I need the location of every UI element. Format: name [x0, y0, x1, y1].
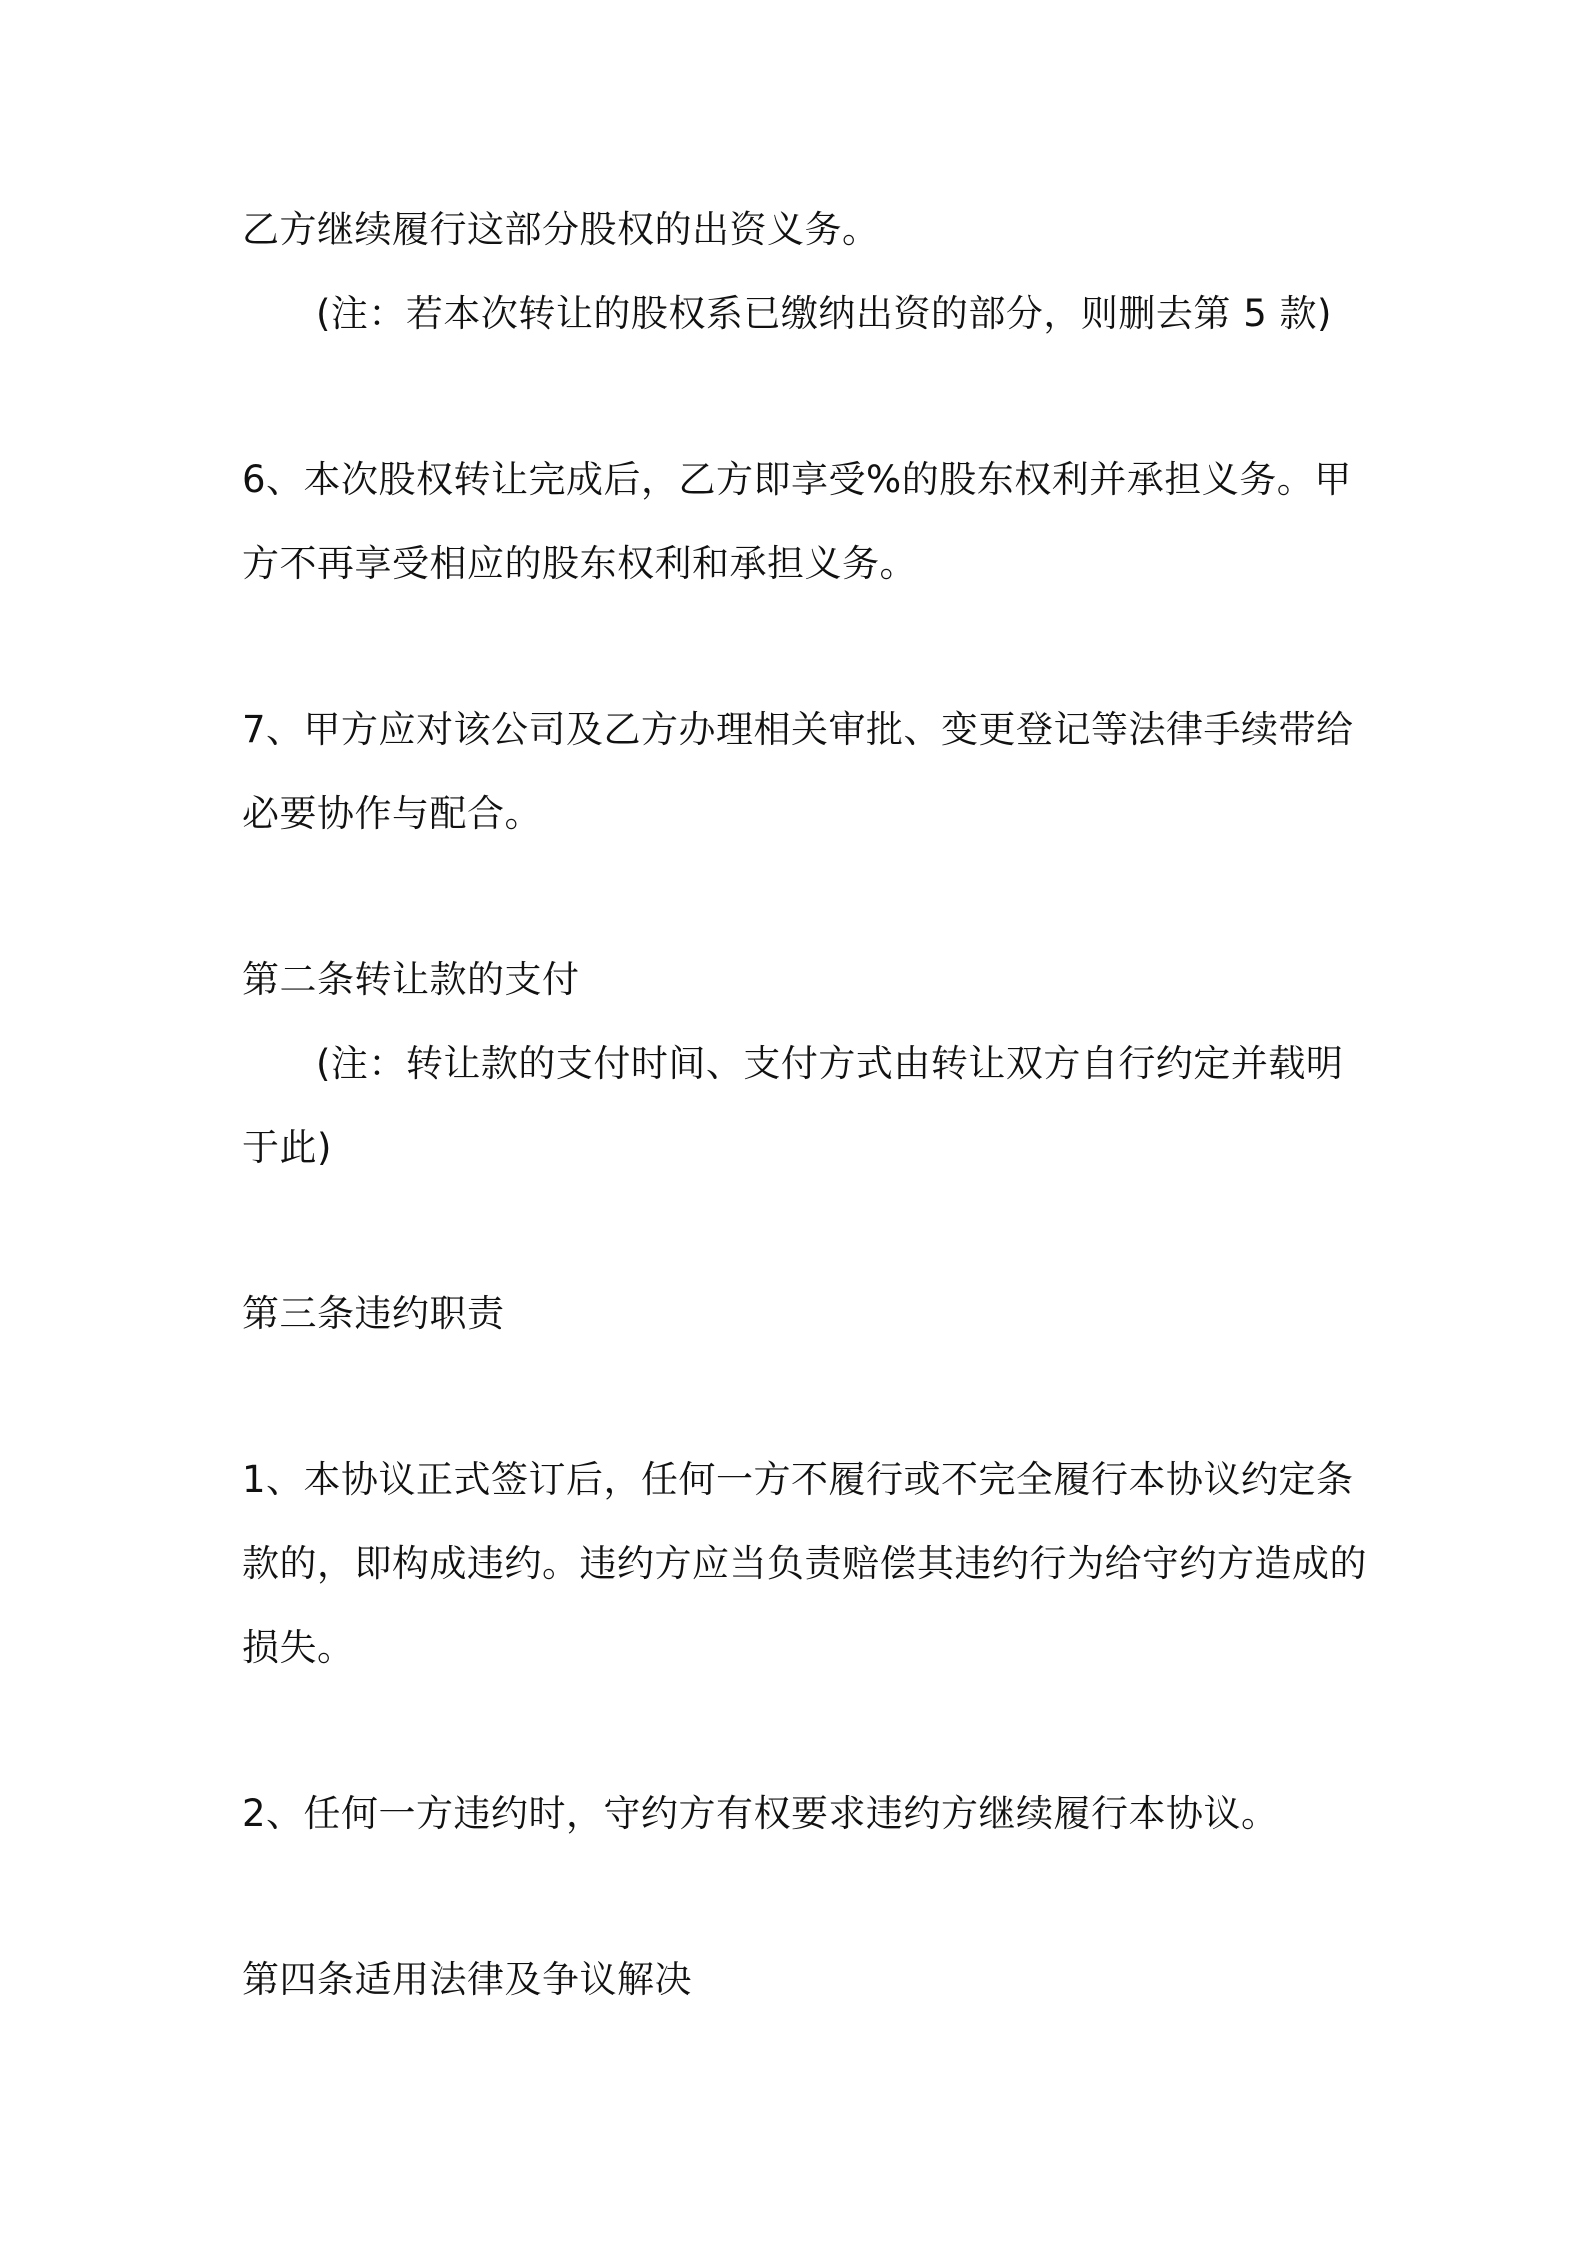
- paragraph-line: 7、甲方应对该公司及乙方办理相关审批、变更登记等法律手续带给: [242, 708, 1354, 751]
- paragraph-line: 1、本协议正式签订后，任何一方不履行或不完全履行本协议约定条: [242, 1458, 1354, 1501]
- note-line: 于此): [242, 1126, 332, 1169]
- paragraph-line: 损失。: [242, 1626, 355, 1669]
- paragraph-line: 6、本次股权转让完成后，乙方即享受%的股东权利并承担义务。甲: [242, 458, 1352, 501]
- note-line: (注：若本次转让的股权系已缴纳出资的部分，则删去第 5 款): [316, 292, 1332, 335]
- section-heading: 第二条转让款的支付: [242, 958, 580, 1001]
- section-heading: 第三条违约职责: [242, 1292, 505, 1335]
- paragraph-line: 方不再享受相应的股东权利和承担义务。: [242, 542, 917, 585]
- paragraph-line: 款的，即构成违约。违约方应当负责赔偿其违约行为给守约方造成的: [242, 1542, 1367, 1585]
- section-heading: 第四条适用法律及争议解决: [242, 1958, 692, 2001]
- note-line: (注：转让款的支付时间、支付方式由转让双方自行约定并载明: [316, 1042, 1344, 1085]
- paragraph-line: 乙方继续履行这部分股权的出资义务。: [242, 208, 880, 251]
- paragraph-line: 2、任何一方违约时，守约方有权要求违约方继续履行本协议。: [242, 1792, 1279, 1835]
- paragraph-line: 必要协作与配合。: [242, 792, 542, 835]
